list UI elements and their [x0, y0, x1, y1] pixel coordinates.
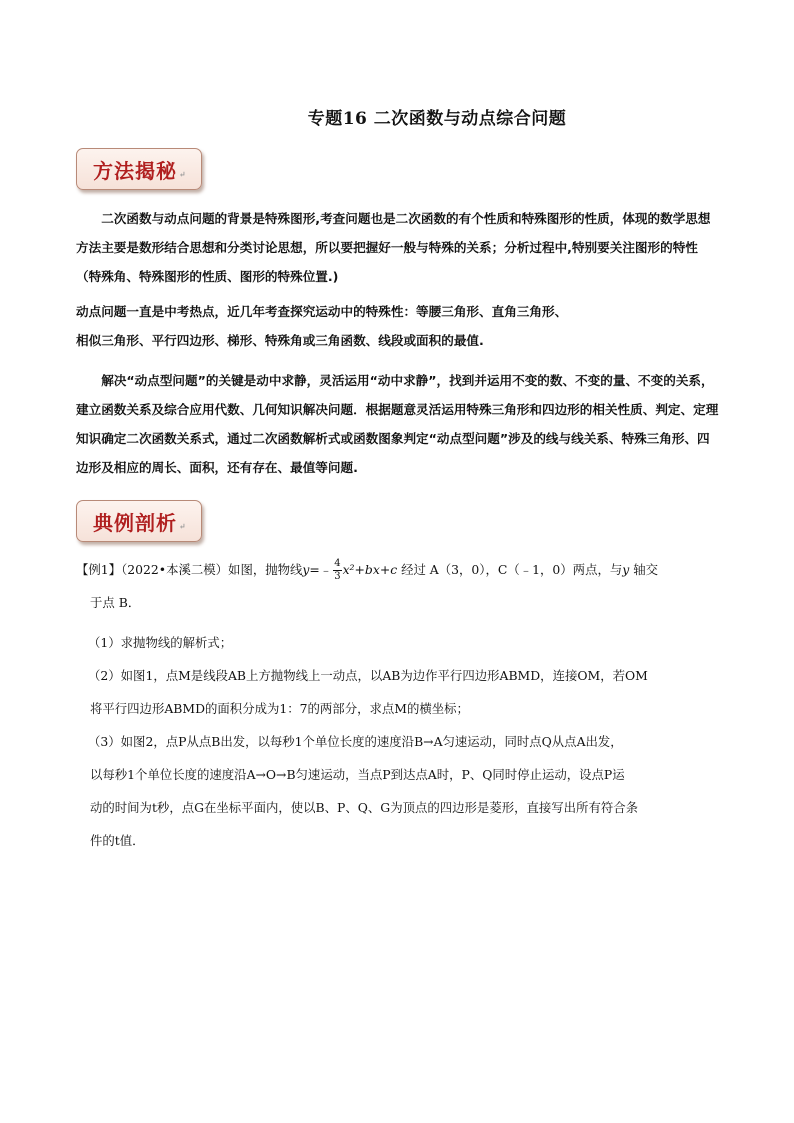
example-1-line-1	[76, 553, 726, 586]
section-tag-label: 方法揭秘	[93, 158, 177, 183]
example-label: 【例1】	[76, 562, 122, 577]
question-3-line-3: 动的时间为t秒，点G在坐标平面内，使以B、P、Q、G为顶点的四边形是菱形，直接写出所有符合条	[90, 800, 639, 815]
method-paragraph-1: 二次函数与动点问题的背景是特殊图形,考查问题也是二次函数的有个性质和特殊图形的性质，体现的数学思想方法主要是数形结合思想和分类讨论思想，所以要把握好一般与特殊的关系；分析过程中,特别要关注图形的特性（特殊角、特殊图形的性质、图形的特殊位置.)	[76, 211, 711, 284]
question-2-line-2: 将平行四边形ABMD的面积分成为1：7的两部分，求点M的横坐标；	[90, 701, 469, 716]
question-3	[88, 725, 728, 857]
equation-fraction	[333, 558, 341, 583]
paragraph-mark-icon: ↵	[179, 521, 187, 531]
question-3-line-4: 件的t值．	[90, 833, 145, 848]
paragraph-mark-icon: ↵	[179, 169, 187, 179]
page-title: 专题16 二次函数与动点综合问题	[307, 109, 567, 129]
method-paragraph-2-line-2: 相似三角形、平行四边形、梯形、特殊角或三角函数、线段或面积的最值.	[76, 333, 484, 348]
fraction-denominator: 3	[334, 571, 341, 582]
example-source: （2022•本溪二模）如图，抛物线	[121, 562, 303, 577]
question-2-line-1: （2）如图1，点M是线段AB上方抛物线上一动点，以AB为边作平行四边形ABMD，连接OM，若OM	[88, 668, 648, 683]
equation-rest: x²+bx+c	[342, 562, 398, 577]
example-pass-points: 经过 A（3，0），C（﹣1，0）两点，与	[397, 562, 623, 577]
equation-equals: =﹣	[309, 562, 333, 577]
section-tag-method	[76, 148, 202, 190]
method-paragraph-2-line-1: 动点问题一直是中考热点，近几年考查探究运动中的特殊性：等腰三角形、直角三角形、	[76, 304, 568, 319]
method-paragraph-3: 解决“动点型问题”的关键是动中求静，灵活运用“动中求静”，找到并运用不变的数、不变的量、不变的关系，建立函数关系及综合应用代数、几何知识解决问题．根据题意灵活运用特殊三角形和四边形的相关性质、判定、定理知识确定二次函数关系式，通过二次函数解析式或函数图象判定“动点型问题”涉及的线与线关系、特殊三角形、四边形及相应的周长、面积，还有存在、最值等问题.	[76, 373, 719, 475]
axis-name: y	[622, 562, 630, 577]
example-1-line-2: 于点 B．	[90, 595, 141, 610]
example-1-stem	[76, 553, 726, 619]
section-tag-example	[76, 500, 202, 542]
question-1: （1）求抛物线的解析式；	[88, 635, 233, 650]
fraction-numerator: 4	[334, 558, 341, 569]
question-2	[88, 659, 728, 725]
question-3-line-2: 以每秒1个单位长度的速度沿A→O→B匀速运动，当点P到达点A时，P、Q同时停止运动，设点P运	[90, 767, 625, 782]
question-3-line-1: （3）如图2，点P从点B出发，以每秒1个单位长度的速度沿B→A匀速运动，同时点Q从点A出发，	[88, 734, 623, 749]
method-paragraph-2	[76, 297, 722, 355]
equation-y: y	[302, 562, 310, 577]
axis-tail: 轴交	[629, 562, 658, 577]
section-tag-label: 典例剖析	[93, 510, 177, 535]
